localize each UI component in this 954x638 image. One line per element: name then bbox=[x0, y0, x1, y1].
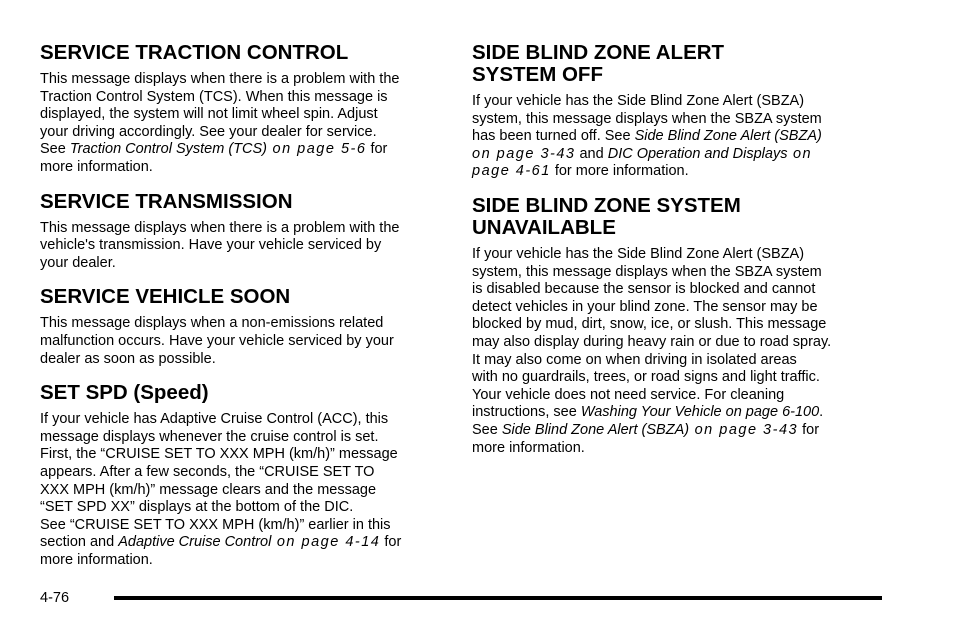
xref-traction-control-page[interactable]: on page 5-6 bbox=[266, 141, 367, 158]
heading-service-transmission: SERVICE TRANSMISSION bbox=[40, 189, 293, 213]
heading-service-traction-control: SERVICE TRACTION CONTROL bbox=[40, 41, 349, 64]
xref-traction-control-system[interactable]: Traction Control System (TCS) bbox=[69, 141, 267, 158]
xref-dic-operation-and-displays[interactable]: DIC Operation and Displays bbox=[607, 145, 788, 162]
page-number: 4-76 bbox=[40, 590, 70, 606]
paragraph-sbza-unavailable: If your vehicle has the Side Blind Zone Alert (SBZA) system, this message displays when the SBZA system is disabled because the sensor is blocked and cannot detect vehicles in your blind zone. The sensor may be blocked by mud, dirt, snow, ice, or slush. This message may also display during heavy rain or due to road spray. It may also come on when driving in isolated areas with no guardrails, trees, or road signs and light traffic. Your vehicle does not need service. For cleaning instructions, see Washing Your Vehicle on page 6-100. See Side Blind Zone Alert (SBZA) on page 3-43 for more information. bbox=[472, 245, 832, 456]
heading-sbza-unavailable: SIDE BLIND ZONE SYSTEM UNAVAILABLE bbox=[472, 193, 741, 239]
paragraph-sbza-system-off: If your vehicle has the Side Blind Zone Alert (SBZA) system, this message displays when the SBZA system has been turned off. See Side Blind Zone Alert (SBZA) on page 3-43 and DIC Operation and Displays on page 4-61 for more information. bbox=[472, 93, 822, 180]
heading-set-spd: SET SPD (Speed) bbox=[40, 381, 209, 405]
section-sbza-system-off bbox=[472, 42, 882, 181]
section-service-vehicle-soon bbox=[40, 286, 450, 368]
xref-dic-operation-page[interactable]: page 4-61 bbox=[472, 163, 551, 180]
paragraph-service-vehicle-soon: This message displays when a non-emissions related malfunction occurs. Have your vehicle serviced by your dealer as soon as possible. bbox=[40, 315, 394, 367]
section-service-transmission bbox=[40, 191, 450, 273]
footer-rule bbox=[114, 596, 882, 600]
paragraph-service-transmission: This message displays when there is a problem with the vehicle's transmission. Have your vehicle serviced by your dealer. bbox=[40, 219, 400, 271]
section-set-spd bbox=[40, 382, 450, 569]
section-service-traction-control bbox=[40, 42, 450, 177]
section-sbza-unavailable bbox=[472, 195, 882, 457]
xref-side-blind-zone-alert-page-2[interactable]: on page 3-43 bbox=[689, 421, 799, 438]
xref-side-blind-zone-alert-page[interactable]: on page 3-43 bbox=[472, 145, 576, 162]
heading-service-vehicle-soon: SERVICE VEHICLE SOON bbox=[40, 285, 291, 309]
xref-adaptive-cruise-control[interactable]: Adaptive Cruise Control bbox=[118, 534, 272, 551]
xref-washing-your-vehicle[interactable]: Washing Your Vehicle on page 6-100 bbox=[580, 404, 820, 421]
paragraph-set-spd: If your vehicle has Adaptive Cruise Control (ACC), this message displays whenever the cruise control is set. First, the “CRUISE SET TO XXX MPH (km/h)” message appears. After a few seconds, the “CRUISE SET TO XXX MPH (km/h)” message clears and the message “SET SPD XX” displays at the bottom of the DIC. See “CRUISE SET TO XXX MPH (km/h)” earlier in this section and Adaptive Cruise Control on page 4-14 for more information. bbox=[40, 411, 402, 568]
left-column bbox=[40, 42, 450, 569]
xref-side-blind-zone-alert-2[interactable]: Side Blind Zone Alert (SBZA) bbox=[501, 421, 690, 438]
paragraph-service-traction-control: This message displays when there is a problem with the Traction Control System (TCS). When this message is displayed, the system will not limit wheel spin. Adjust your driving accordingly. See your dealer for service. See Traction Control System (TCS) on page 5-6 for more information. bbox=[40, 71, 400, 175]
right-column bbox=[472, 42, 882, 457]
heading-sbza-system-off: SIDE BLIND ZONE ALERT SYSTEM OFF bbox=[472, 41, 725, 86]
xref-adaptive-cruise-page[interactable]: on page 4-14 bbox=[271, 534, 381, 551]
xref-side-blind-zone-alert[interactable]: Side Blind Zone Alert (SBZA) bbox=[634, 128, 822, 145]
